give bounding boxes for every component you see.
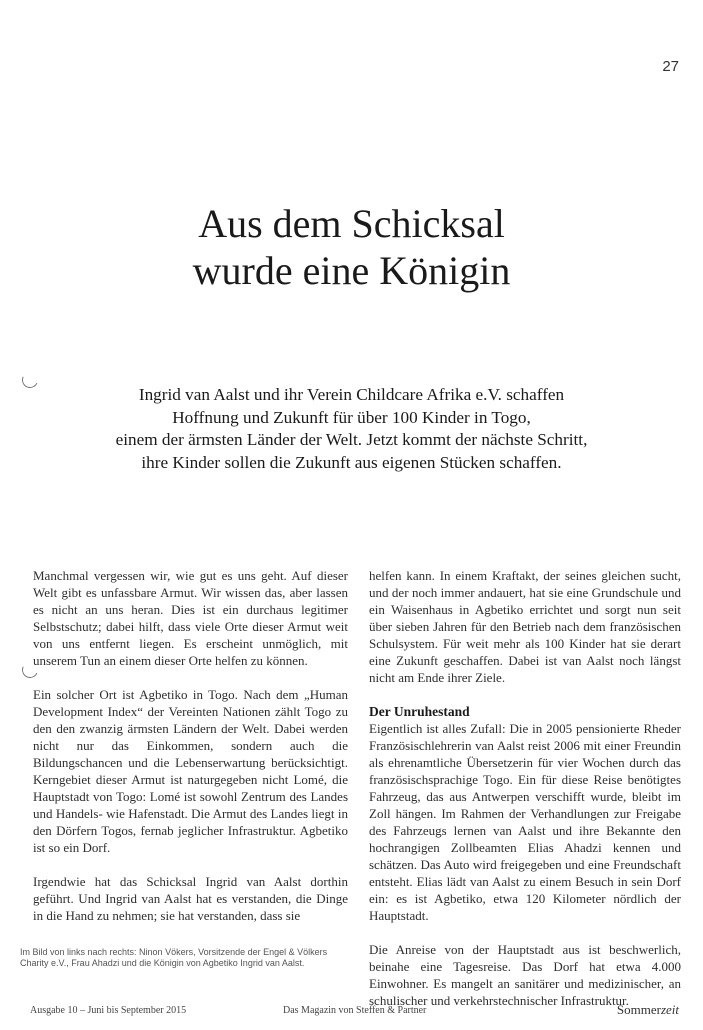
brand-logo <box>617 1002 679 1018</box>
brand-italic: zeit <box>660 1002 679 1017</box>
lead-line-1: Ingrid van Aalst und ihr Verein Childcare Afrika e.V. schaffen <box>138 385 565 404</box>
body-paragraph: Irgendwie hat das Schicksal Ingrid van Aalst dorthin geführt. Und Ingrid van Aalst hat es verstanden, die Dinge in die Hand zu nehmen; sie hat verstanden, dass sie <box>33 874 348 923</box>
article-title <box>0 200 703 294</box>
lead-paragraph <box>30 384 673 474</box>
body-paragraph: Manchmal vergessen wir, wie gut es uns geht. Auf dieser Welt gibt es unfassbare Armut. Wir wissen das, aber lassen es nicht an uns heran. Dies ist ein durchaus legitimer Selbstschutz; dabei hilft, dass viele Orte dieser Armut weit von uns entfernt liegen. Es erscheint unmöglich, mit unserem Tun an einem dieser Orte helfen zu können. <box>33 568 348 668</box>
body-paragraph: Die Anreise von der Hauptstadt aus ist beschwerlich, beinahe eine Tagesreise. Das Dorf hat etwa 4.000 Einwohner. Es mangelt an sanitärer und medizinischer, an schulischer und verkehrstechnischer Infrastruktur. <box>369 942 681 1008</box>
magazine-name: Das Magazin von Steffen & Partner <box>283 1005 427 1016</box>
photo-caption: Im Bild von links nach rechts: Ninon Vökers, Vorsitzende der Engel & Völkers Charity e.V., Frau Ahadzi und die Königin von Agbetiko Ingrid van Aalst. <box>20 947 328 968</box>
page-footer <box>0 1003 703 1019</box>
right-text-column <box>369 567 681 1026</box>
brand-main: Sommer <box>616 1002 661 1017</box>
left-text-column <box>33 567 348 941</box>
body-paragraph: Ein solcher Ort ist Agbetiko in Togo. Nach dem „Human Development Index“ der Vereinten Nationen zählt Togo zu den den zwanzig ärmsten Ländern der Welt. Dabei werden nicht nur das Einkommen, sondern auch die Bildungschancen und die Lebenserwartung berücksichtigt. Kerngebiet dieser Armut ist naturgegeben nicht Lomé, die Hauptstadt von Togo: Lomé ist sowohl Zentrum des Landes und Handels- wie Hafenstadt. Die Armut des Landes liegt in den Dörfern Togos, fernab jeglicher Infrastruktur. Agbetiko ist so ein Dorf. <box>33 687 348 855</box>
lead-line-2: Hoffnung und Zukunft für über 100 Kinder in Togo, <box>172 407 531 427</box>
page-number: 27 <box>662 58 679 75</box>
title-line-2: wurde eine Königin <box>192 248 511 293</box>
issue-info: Ausgabe 10 – Juni bis September 2015 <box>30 1005 187 1016</box>
body-paragraph: helfen kann. In einem Kraftakt, der seines gleichen sucht, und der noch immer andauert, hat sie eine Grundschule und ein Waisenhaus in Agbetiko errichtet und sorgt nun seit über sieben Jahren für den Betrieb nach dem französischen Schulsystem. Für weit mehr als 100 Kinder hat sie derart eine Zukunft geschaffen. Dabei ist van Aalst noch längst nicht am Ende ihrer Ziele. <box>369 568 681 685</box>
lead-line-3: einem der ärmsten Länder der Welt. Jetzt kommt der nächste Schritt, <box>115 430 588 449</box>
body-paragraph: Eigentlich ist alles Zufall: Die in 2005 pensionierte Rheder Französischlehrerin van Aalst reist 2006 mit einer Freundin als ehrenamtliche Übersetzerin für vier Wochen durch das französischsprachige Togo. Ein für diese Reise benötigtes Fahrzeug, das aus Antwerpen verschifft wurde, bleibt im Zoll hängen. Im Rahmen der Verhandlungen zur Freigabe des Fahrzeugs lernen van Aalst und ihre Bekannte den hochrangigen Zollbeamten Elias Ahadzi kennen und schätzen. Das Auto wird freigegeben und eine Freundschaft entsteht. Elias lädt van Aalst zu einem Besuch in sein Dorf ein: es ist Agbetiko, etwa 120 Kilometer nördlich der Hauptstadt. <box>369 721 681 923</box>
title-line-1: Aus dem Schicksal <box>198 201 505 246</box>
section-heading: Der Unruhestand <box>369 704 470 719</box>
lead-line-4: ihre Kinder sollen die Zukunft aus eigenen Stücken schaffen. <box>141 452 562 472</box>
